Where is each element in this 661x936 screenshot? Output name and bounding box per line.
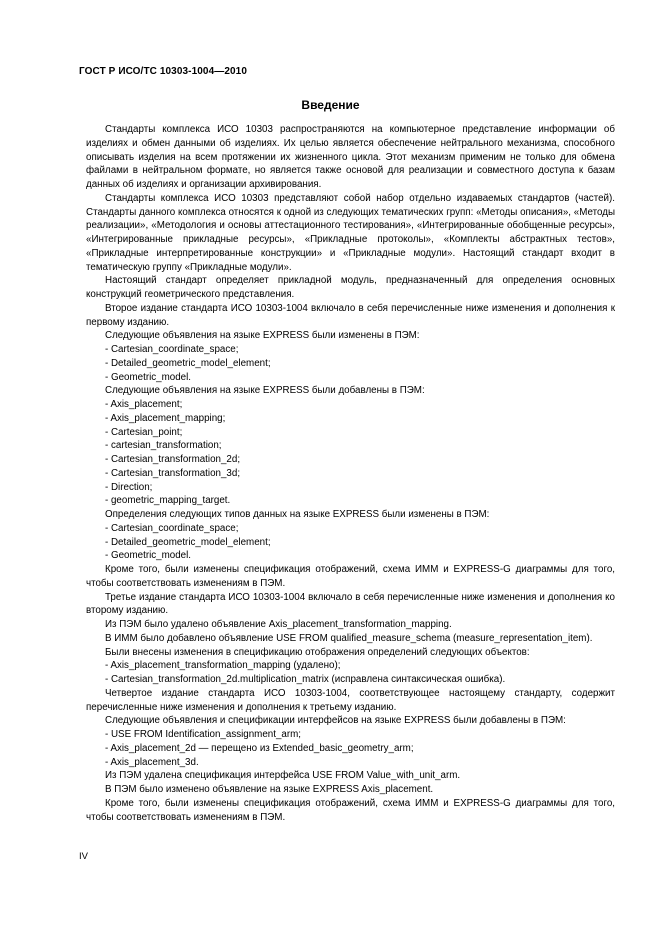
list-item: - Axis_placement_transformation_mapping (удалено); xyxy=(105,660,341,672)
paragraph: Из ПЭМ было удалено объявление Axis_placement_transformation_mapping. xyxy=(105,619,452,630)
list-item: - geometric_mapping_target. xyxy=(105,495,231,507)
paragraph: Из ПЭМ удалена спецификация интерфейса USE FROM Value_with_unit_arm. xyxy=(105,770,461,782)
document-header: ГОСТ Р ИСО/ТС 10303-1004—2010 xyxy=(79,66,247,77)
list-item: - Geometric_model. xyxy=(105,371,192,383)
paragraph: Следующие объявления на языке EXPRESS были изменены в ПЭМ: xyxy=(105,330,420,342)
list-item: - Cartesian_point; xyxy=(105,426,183,438)
section-title: Введение xyxy=(301,98,360,112)
paragraph: В ИММ было добавлено объявление USE FROM qualified_measure_schema (measure_representation_item). xyxy=(105,632,593,644)
paragraph: Следующие объявления и спецификации интерфейсов на языке EXPRESS были добавлены в ПЭМ: xyxy=(105,715,566,727)
list-item: - USE FROM Identification_assignment_arm; xyxy=(105,729,302,740)
paragraph: Стандарты комплекса ИСО 10303 представляют собой набор отдельно издаваемых стандартов (частей). Стандарты данного комплекса относятся к одной из следующих тематических групп: «Методы описания», «Методы реализации», «Методология и основы аттестационного тестирования», «Интегрированные обобщенные ресурсы», «Интегрированные прикладные ресурсы», «Прикладные протоколы», «Комплекты абстрактных тестов», «Прикладные интерпретированные конструкции» и «Прикладные модули». Настоящий стандарт входит в тематическую группу «Прикладные модули». xyxy=(86,192,615,273)
list-item: - Cartesian_transformation_2d; xyxy=(105,454,241,465)
paragraph: Четвертое издание стандарта ИСО 10303-1004, соответствующее настоящему стандарту, содержит перечисленные ниже изменения и дополнения к третьему изданию. xyxy=(86,687,615,713)
list-item: - Detailed_geometric_model_element; xyxy=(105,357,271,369)
paragraph: В ПЭМ было изменено объявление на языке EXPRESS Axis_placement. xyxy=(105,784,434,795)
paragraph: Второе издание стандарта ИСО 10303-1004 включало в себя перечисленные ниже изменения и дополнения к первому изданию. xyxy=(86,302,615,328)
paragraph: Кроме того, были изменены спецификация отображений, схема ИММ и EXPRESS-G диаграммы для того, чтобы соответствовать изменениям в ПЭМ. xyxy=(86,797,615,823)
list-item: - cartesian_transformation; xyxy=(105,440,222,452)
paragraph: Кроме того, были изменены спецификация отображений, схема ИММ и EXPRESS-G диаграммы для того, чтобы соответствовать изменениям в ПЭМ. xyxy=(86,564,615,589)
list-item: - Axis_placement; xyxy=(105,399,183,410)
paragraph: Настоящий стандарт определяет прикладной модуль, предназначенный для определения основных конструкций геометрического представления. xyxy=(86,275,615,300)
paragraph: Следующие объявления на языке EXPRESS были добавлены в ПЭМ: xyxy=(105,385,425,397)
paragraph: Стандарты комплекса ИСО 10303 распространяются на компьютерное представление информации об изделиях и обмен данными об изделиях. Их целью является обеспечение нейтрального механизма, способного описывать изделия на всем протяжении их жизненного цикла. Этот механизм применим не только для обмена файлами в нейтральном формате, но является также основой для реализации и совместного доступа к базам данных об изделиях и организации архивирования. xyxy=(86,124,615,190)
list-item: - Cartesian_transformation_2d.multiplication_matrix (исправлена синтаксическая ошибка). xyxy=(105,674,506,685)
list-item: - Direction; xyxy=(105,481,153,493)
list-item: - Axis_placement_mapping; xyxy=(105,412,226,424)
list-item: - Axis_placement_2d — перещено из Extended_basic_geometry_arm; xyxy=(105,742,414,754)
list-item: - Cartesian_transformation_3d; xyxy=(105,467,241,479)
list-item: - Axis_placement_3d. xyxy=(105,756,199,768)
list-item: - Geometric_model. xyxy=(105,550,192,562)
paragraph: Третье издание стандарта ИСО 10303-1004 включало в себя перечисленные ниже изменения и дополнения ко второму изданию. xyxy=(86,591,615,617)
list-item: - Cartesian_coordinate_space; xyxy=(105,344,239,355)
document-body xyxy=(86,123,615,824)
list-item: - Detailed_geometric_model_element; xyxy=(105,536,271,548)
list-item: - Cartesian_coordinate_space; xyxy=(105,522,239,534)
paragraph: Определения следующих типов данных на языке EXPRESS были изменены в ПЭМ: xyxy=(105,509,490,520)
paragraph: Были внесены изменения в спецификацию отображения определений следующих объектов: xyxy=(105,646,530,658)
page-number: IV xyxy=(79,851,88,862)
